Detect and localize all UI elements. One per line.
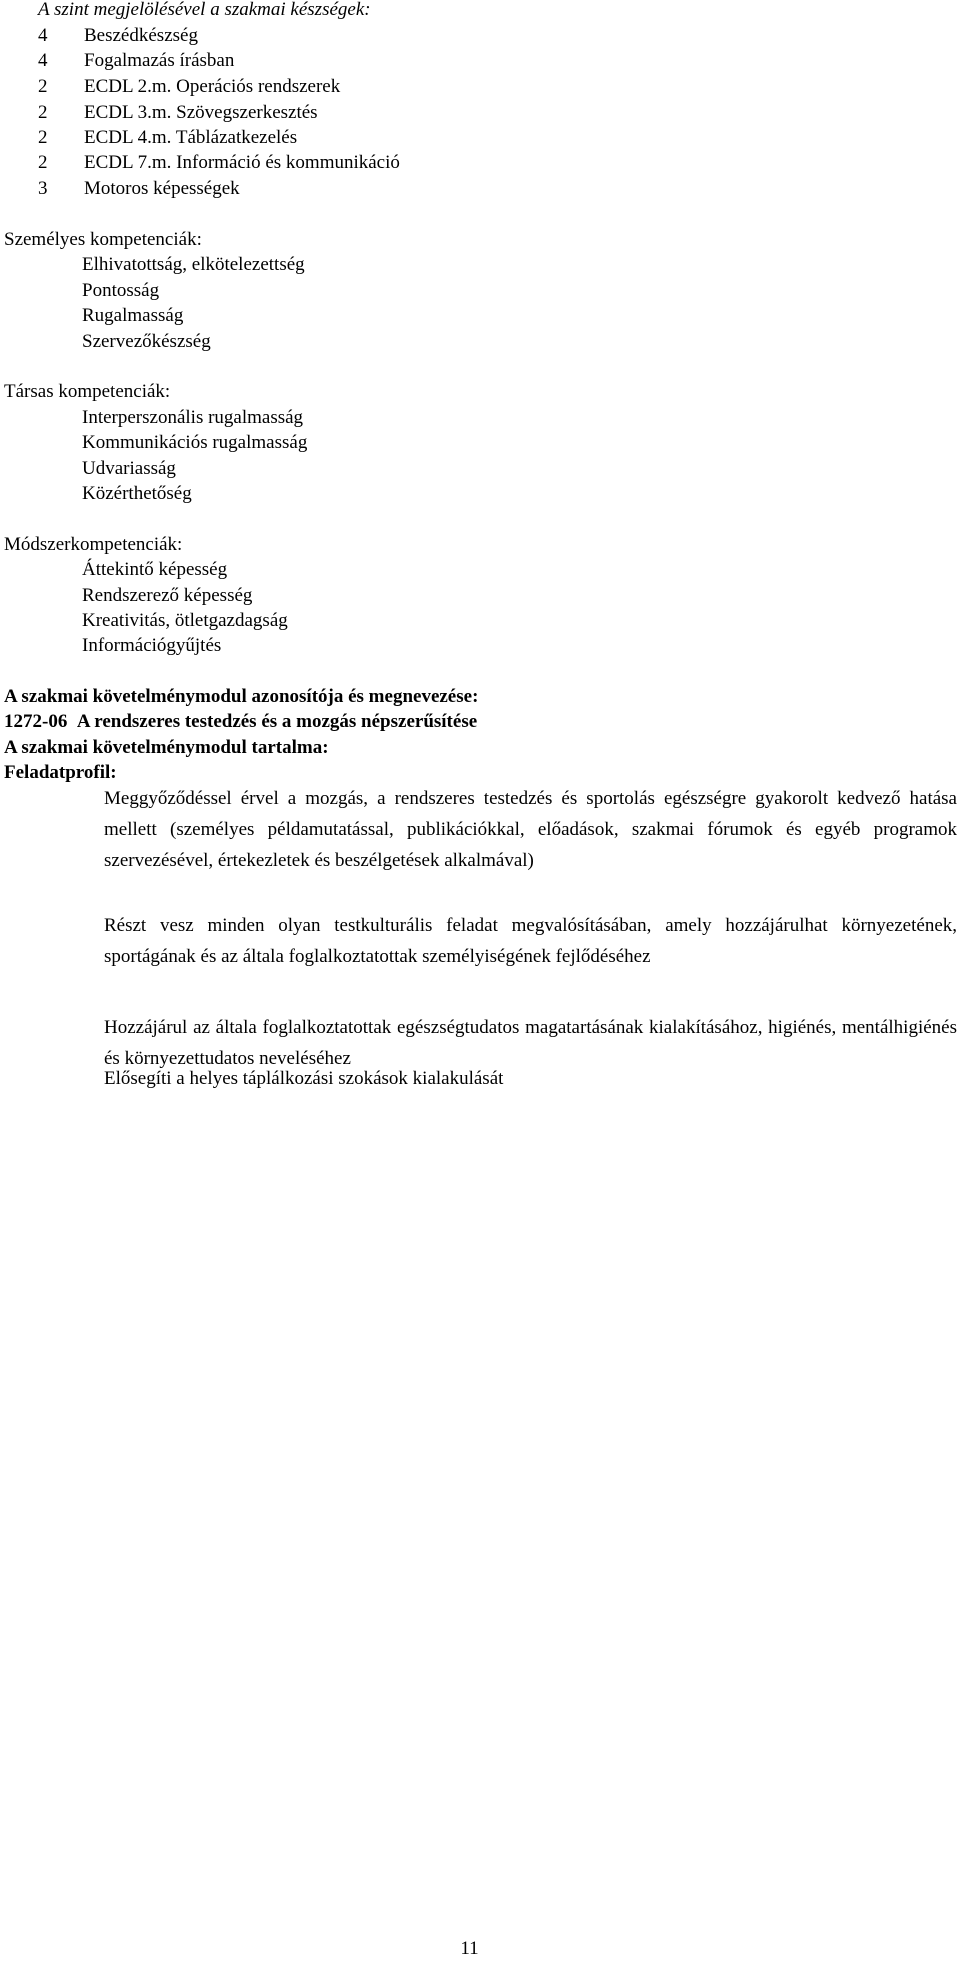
method-competencies-heading: Módszerkompetenciák: <box>4 534 183 555</box>
competency-item: Pontosság <box>82 280 160 301</box>
skill-level: 2 <box>38 152 48 173</box>
module-code: 1272-06 <box>4 711 68 732</box>
competency-item: Szervezőkészség <box>82 331 211 352</box>
task-paragraph: Hozzájárul az általa foglalkoztatottak egészségtudatos magatartásának kialakításához, higiénés, mentálhigiénés és környezettudatos neveléséhez <box>104 1017 957 1069</box>
skill-level: 2 <box>38 127 48 148</box>
skill-row <box>38 173 240 204</box>
competency-item: Elhivatottság, elkötelezettség <box>82 254 305 275</box>
competency-item: Rugalmasság <box>82 305 184 326</box>
competency-item: Udvariasság <box>82 458 176 479</box>
competency-item: Rendszerező képesség <box>82 585 253 606</box>
competency-item: Áttekintő képesség <box>82 559 228 580</box>
social-competencies-heading: Társas kompetenciák: <box>4 381 171 402</box>
skill-level: 4 <box>38 25 48 46</box>
task-profile-heading: Feladatprofil: <box>4 762 117 783</box>
skill-level: 2 <box>38 102 48 123</box>
skill-name: Motoros képességek <box>84 178 240 199</box>
page-number: 11 <box>460 1938 479 1959</box>
skill-name: ECDL 2.m. Operációs rendszerek <box>84 76 341 97</box>
module-content-heading: A szakmai követelménymodul tartalma: <box>4 737 329 758</box>
skill-name: ECDL 3.m. Szövegszerkesztés <box>84 102 318 123</box>
competency-item: Interperszonális rugalmasság <box>82 407 304 428</box>
skill-name: ECDL 4.m. Táblázatkezelés <box>84 127 298 148</box>
module-name: A rendszeres testedzés és a mozgás népszerűsítése <box>76 711 478 732</box>
skill-level: 3 <box>38 178 48 199</box>
competency-item: Információgyűjtés <box>82 635 222 656</box>
personal-competencies-heading: Személyes kompetenciák: <box>4 229 202 250</box>
skills-heading: A szint megjelölésével a szakmai készségek: <box>38 0 371 20</box>
task-paragraph: Részt vesz minden olyan testkulturális feladat megvalósításában, amely hozzájárulhat környezetének, sportágának és az általa foglalkoztatottak személyiségének fejlődéséhez <box>104 915 957 967</box>
skill-level: 2 <box>38 76 48 97</box>
competency-item: Közérthetőség <box>82 483 192 504</box>
competency-item: Kommunikációs rugalmasság <box>82 432 308 453</box>
task-paragraph: Meggyőződéssel érvel a mozgás, a rendszeres testedzés és sportolás egészségre gyakorolt kedvező hatása mellett (személyes példamutatással, publikációkkal, előadások, szakmai fórumok és egyéb programok szervezésével, értekezletek és beszélgetések alkalmával) <box>104 788 957 871</box>
task-paragraph: Elősegíti a helyes táplálkozási szokások kialakulását <box>104 1068 504 1089</box>
skill-name: Fogalmazás írásban <box>84 50 235 71</box>
skill-level: 4 <box>38 50 48 71</box>
module-id-heading: A szakmai követelménymodul azonosítója és megnevezése: <box>4 686 479 707</box>
competency-item: Kreativitás, ötletgazdagság <box>82 610 288 631</box>
skill-name: ECDL 7.m. Információ és kommunikáció <box>84 152 400 173</box>
skill-name: Beszédkészség <box>84 25 198 46</box>
